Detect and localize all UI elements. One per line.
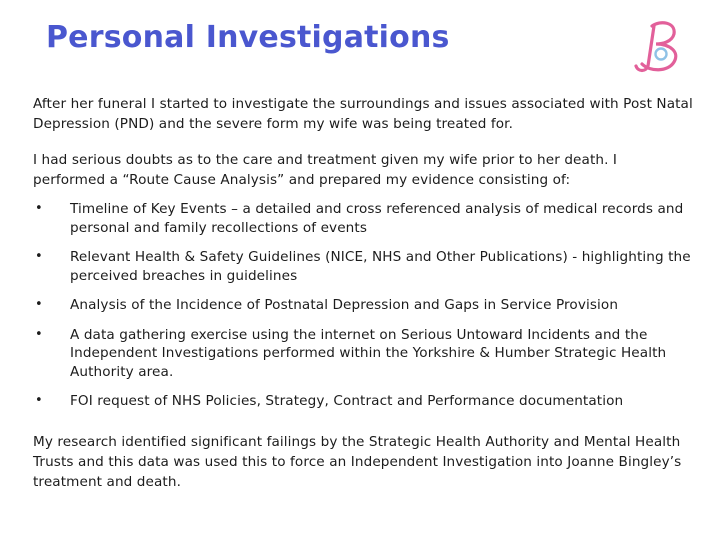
list-item <box>33 326 703 382</box>
bullet-icon: • <box>35 326 43 342</box>
evidence-list <box>33 200 703 422</box>
list-item <box>33 296 703 315</box>
bullet-icon: • <box>35 249 43 264</box>
evidence-item-text: Timeline of Key Events – a detailed and cross referenced analysis of medical records and personal and family recollections of events <box>70 201 684 236</box>
bullet-icon: • <box>35 393 43 408</box>
evidence-item-text: A data gathering exercise using the internet on Serious Untoward Incidents and the Independent Investigations performed within the Yorkshire & Humber Strategic Health Authority area. <box>70 326 667 380</box>
doubts-paragraph: I had serious doubts as to the care and treatment given my wife prior to her death. I performed a “Route Cause Analysis” and prepared my evidence consisting of: <box>33 152 618 188</box>
bullet-icon: • <box>35 201 43 216</box>
stylised-b-logo-icon <box>630 18 690 74</box>
page-title: Personal Investigations <box>46 20 450 55</box>
intro-paragraph: After her funeral I started to investigate the surroundings and issues associated with Post Natal Depression (PND) and the severe form my wife was being treated for. <box>33 96 693 132</box>
list-item <box>33 392 703 411</box>
evidence-item-text: FOI request of NHS Policies, Strategy, Contract and Performance documentation <box>70 393 624 409</box>
evidence-item-text: Relevant Health & Safety Guidelines (NICE, NHS and Other Publications) - highlighting the perceived breaches in guidelines <box>70 249 691 284</box>
list-item <box>33 200 703 237</box>
conclusion-paragraph: My research identified significant failings by the Strategic Health Authority and Mental Health Trusts and this data was used this to force an Independent Investigation into Joanne Bingley’s treatment and death. <box>33 434 682 490</box>
list-item <box>33 248 703 285</box>
evidence-item-text: Analysis of the Incidence of Postnatal Depression and Gaps in Service Provision <box>70 297 619 313</box>
bullet-icon: • <box>35 297 43 312</box>
